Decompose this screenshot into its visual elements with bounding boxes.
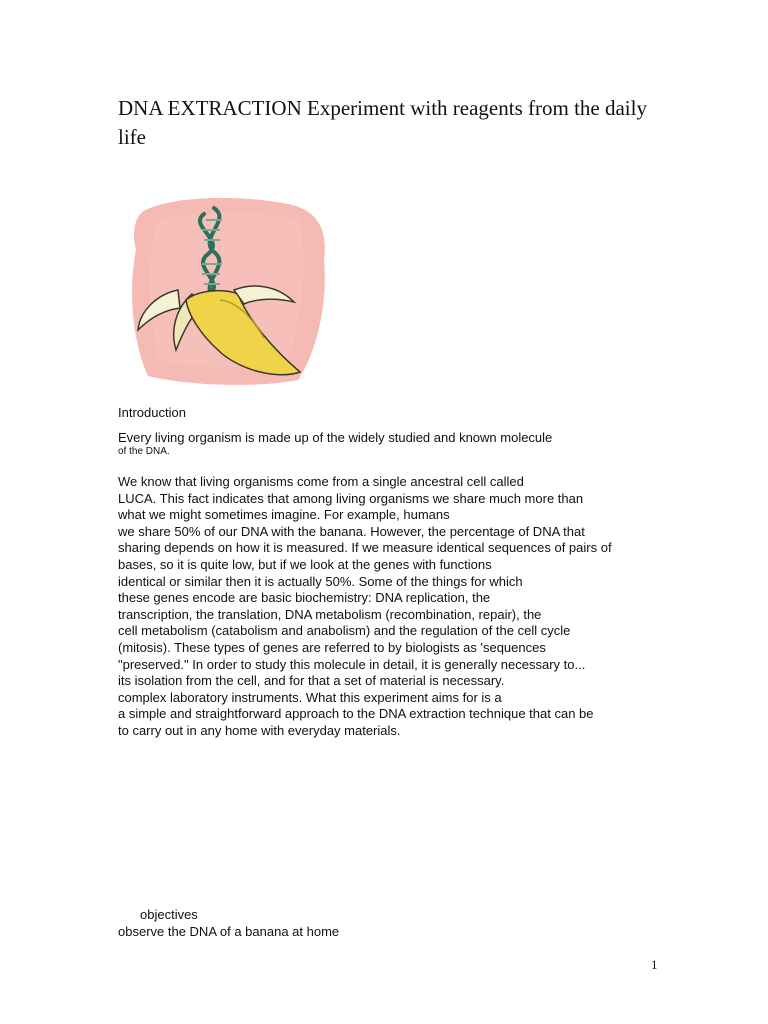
body-line: complex laboratory instruments. What this experiment aims for is a [118,689,502,705]
body-line: we share 50% of our DNA with the banana. However, the percentage of DNA that [118,523,585,539]
body-line: bases, so it is quite low, but if we look at the genes with functions [118,556,492,572]
body-line: to carry out in any home with everyday materials. [118,722,401,738]
objectives-heading: objectives [140,907,198,922]
body-line: these genes encode are basic biochemistry: DNA replication, the [118,590,491,606]
page-number: 1 [651,957,658,972]
body-line: a simple and straightforward approach to the DNA extraction technique that can be [118,706,594,722]
document-title: DNA EXTRACTION Experiment with reagents from the daily life [118,96,647,149]
body-line: We know that living organisms come from a single ancestral cell called [118,474,524,489]
body-line: LUCA. This fact indicates that among living organisms we share much more than [118,490,584,506]
objective-item: observe the DNA of a banana at home [118,924,340,939]
body-line: sharing depends on how it is measured. If we measure identical sequences of pairs of [118,540,612,556]
intro-line-small: of the DNA. [118,446,170,457]
body-paragraph [118,474,612,740]
intro-paragraph [118,430,552,458]
intro-line: Every living organism is made up of the widely studied and known molecule [118,430,553,445]
body-line: identical or similar then it is actually 50%. Some of the things for which [118,573,523,589]
body-line: what we might sometimes imagine. For example, humans [118,507,450,523]
body-line: cell metabolism (catabolism and anabolism) and the regulation of the cell cycle [118,623,571,639]
introduction-heading: Introduction [118,405,186,420]
body-line: "preserved." In order to study this molecule in detail, it is generally necessary to... [118,656,586,672]
body-line: (mitosis). These types of genes are referred to by biologists as 'sequences [118,639,546,655]
body-line: transcription, the translation, DNA metabolism (recombination, repair), the [118,606,542,622]
body-line: its isolation from the cell, and for that a set of material is necessary. [118,673,505,689]
banana-dna-illustration [128,190,332,390]
